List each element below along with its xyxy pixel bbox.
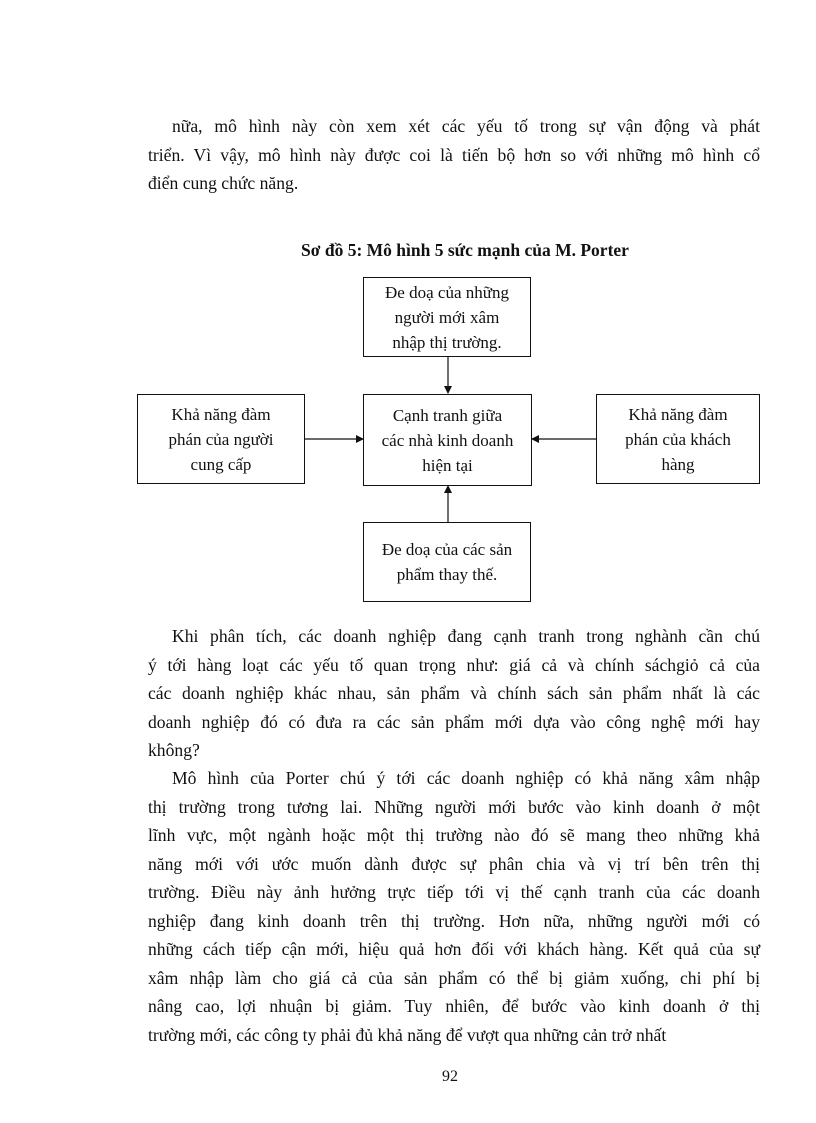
box-industry-rivalry <box>363 394 532 486</box>
text-line: thị trường trong tương lai. Những người mới bước vào kinh doanh ở một <box>148 796 760 817</box>
text-line: nghiệp đang kinh doanh trên thị trường. Hơn nữa, những người mới có <box>148 910 760 931</box>
text-line: lĩnh vực, một ngành hoặc một thị trường nào đó sẽ mang theo những khả <box>148 825 760 845</box>
text-line: nữa, mô hình này còn xem xét các yếu tố trong sự vận động và phát <box>172 116 760 136</box>
box-line: hiện tại <box>422 455 473 475</box>
text-line: doanh nghiệp đó có đưa ra các sản phẩm mới dựa vào công nghệ mới hay <box>148 711 760 732</box>
box-line: Đe doạ của những <box>385 282 509 302</box>
box-line: Khả năng đàm <box>628 404 728 424</box>
text-line: ý tới hàng loạt các yếu tố quan trọng như: giá cả và chính sáchgiỏ cả của <box>148 654 760 675</box>
box-buyer-power <box>596 394 760 484</box>
box-line: các nhà kinh doanh <box>381 430 514 450</box>
box-line: Cạnh tranh giữa <box>392 405 503 425</box>
text-line: trường mới, các công ty phải đủ khả năng để vượt qua những cản trở nhất <box>148 1024 667 1045</box>
text-line: triển. Vì vậy, mô hình này được coi là tiến bộ hơn so với những mô hình cổ <box>148 144 760 165</box>
box-line: cung cấp <box>190 454 252 474</box>
page-number: 92 <box>442 1068 458 1085</box>
text-line: năng mới với ước muốn dành được sự phân chia và vị trí bên trên thị <box>148 853 760 874</box>
box-line: phán của khách <box>625 429 731 449</box>
text-line: Khi phân tích, các doanh nghiệp đang cạnh tranh trong nghành cần chú <box>172 626 760 646</box>
text-line: các doanh nghiệp khác nhau, sản phẩm và chính sách sản phẩm nhất là các <box>148 683 760 703</box>
text-line: trường. Điều này ảnh hưởng trực tiếp tới vị thế cạnh tranh của các doanh <box>148 882 760 902</box>
box-line: Khả năng đàm <box>171 404 271 424</box>
box-line: Đe doạ của các sản <box>381 540 513 559</box>
box-line: nhập thị trường. <box>392 332 502 352</box>
diagram-title: Sơ đồ 5: Mô hình 5 sức mạnh của M. Porter <box>301 240 629 260</box>
box-line: hàng <box>661 454 695 474</box>
text-line: xâm nhập làm cho giá cả của sản phẩm có thể bị giảm xuống, chi phí bị <box>148 967 760 988</box>
text-line: điển cung chức năng. <box>148 173 299 193</box>
body-paragraph-2 <box>148 764 760 1049</box>
box-line: người mới xâm <box>394 307 500 327</box>
body-paragraph-1 <box>148 622 760 765</box>
box-supplier-power <box>137 394 305 484</box>
text-line: không? <box>148 740 200 760</box>
box-substitutes <box>363 522 531 602</box>
box-line: phẩm thay thế. <box>396 565 498 584</box>
box-new-entrants <box>363 277 531 357</box>
text-line: nâng cao, lợi nhuận bị giảm. Tuy nhiên, để bước vào kinh doanh ở thị <box>148 996 760 1016</box>
text-line: Mô hình của Porter chú ý tới các doanh nghiệp có khả năng xâm nhập <box>172 768 760 788</box>
box-line: phán của người <box>168 429 274 449</box>
text-line: những cách tiếp cận mới, hiệu quả hơn đối với khách hàng. Kết quả của sự <box>148 939 760 959</box>
